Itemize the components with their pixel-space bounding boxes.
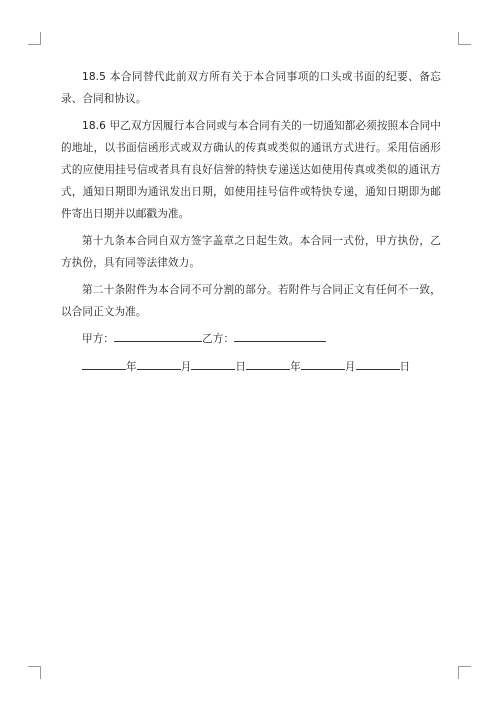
party-b-day-blank (356, 356, 400, 370)
document-body (61, 66, 441, 378)
year-label: 年 (290, 361, 301, 373)
clause-20: 第二十条附件为本合同不可分割的部分。若附件与合同正文有任何不一致，以合同正文为准。 (61, 284, 441, 318)
date-row (61, 356, 441, 378)
month-label: 月 (344, 361, 356, 373)
signature-row (61, 328, 441, 350)
party-a-day-blank (191, 356, 235, 370)
month-label: 月 (180, 361, 192, 373)
party-a-month-blank (137, 356, 181, 370)
crop-mark-top-right (458, 32, 471, 45)
crop-mark-bottom-left (28, 666, 41, 679)
party-a-label: 甲方： (82, 333, 115, 345)
party-b-label: 乙方： (202, 333, 235, 345)
clause-18-6: 18.6 甲乙双方因履行本合同或与本合同有关的一切通知都必须按照本合同中的地址，以书面信函形式或双方确认的传真或类似的通讯方式进行。采用信函形式的应使用挂号信或者具有良好信誉的特快专递送达如使用传真或类似的通讯方式，通知日期即为通讯发出日期，如使用挂号信件或特快专递，通知日期即为邮件寄出日期并以邮戳为准。 (61, 120, 441, 220)
crop-mark-bottom-right (458, 666, 471, 679)
year-label: 年 (126, 361, 137, 373)
crop-mark-top-left (28, 32, 41, 45)
party-a-year-blank (82, 356, 126, 370)
party-b-signature-blank (234, 328, 326, 342)
party-b-month-blank (301, 356, 345, 370)
party-b-year-blank (246, 356, 290, 370)
day-label: 日 (235, 361, 247, 373)
day-label: 日 (399, 361, 411, 373)
party-a-signature-blank (114, 328, 202, 342)
clause-19: 第十九条本合同自双方签字盖章之日起生效。本合同一式份，甲方执份，乙方执份，具有同等法律效力。 (61, 235, 441, 269)
clause-18-5: 18.5 本合同替代此前双方所有关于本合同事项的口头或书面的纪要、备忘录、合同和协议。 (61, 71, 441, 105)
